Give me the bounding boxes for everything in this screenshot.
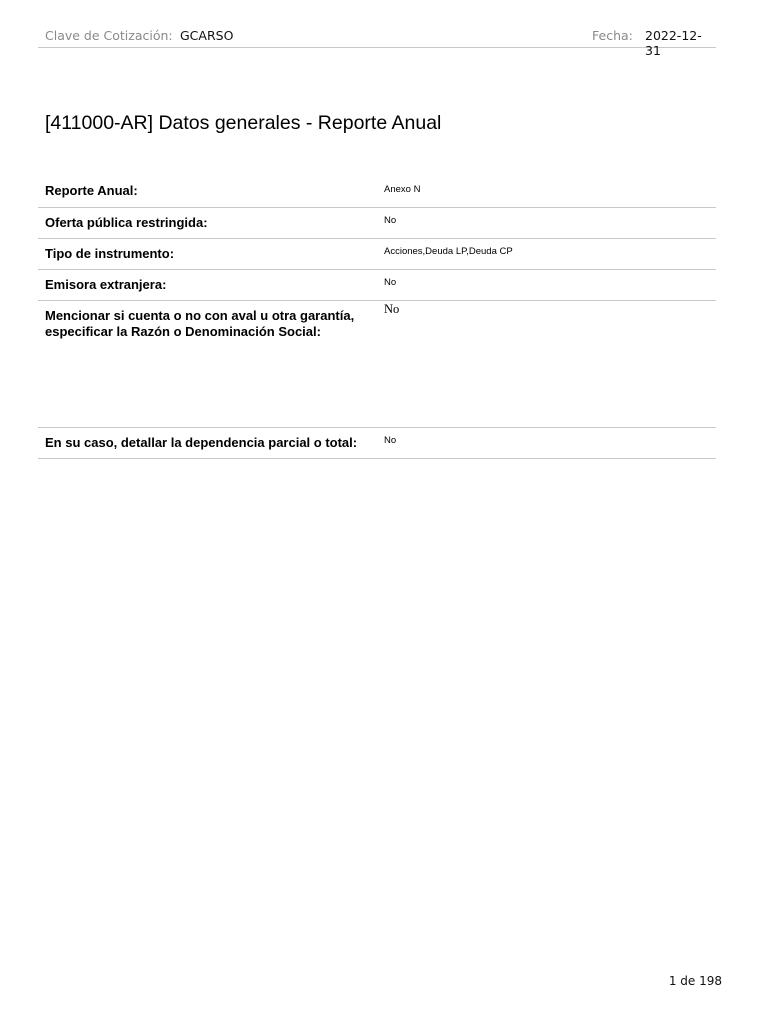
row-label: Oferta pública restringida: [45,215,208,230]
page-header [38,24,716,58]
row-label: En su caso, detallar la dependencia parcial o total: [45,435,358,450]
row-dependencia [38,428,716,459]
row-value: No [384,277,397,288]
row-value: No [384,302,400,316]
row-oferta-publica [38,208,716,239]
row-reporte-anual [38,177,716,208]
fecha-value: 2022-12-31 [645,28,702,58]
row-aval-garantia [38,301,716,428]
clave-value: GCARSO [180,28,234,43]
row-label-line: especificar la Razón o Denominación Social: [45,324,321,339]
row-tipo-instrumento [38,239,716,270]
row-label-line: Mencionar si cuenta o no con aval u otra garantía, [45,308,355,323]
row-value: Anexo N [384,184,421,195]
data-table [38,177,716,459]
fecha-label: Fecha: [592,28,633,43]
row-label: Emisora extranjera: [45,277,167,292]
row-label [45,308,354,340]
row-emisora-extranjera [38,270,716,301]
clave-label: Clave de Cotización: [45,28,173,43]
row-label: Reporte Anual: [45,183,138,198]
row-value: No [384,215,397,226]
row-value: Acciones,Deuda LP,Deuda CP [384,246,513,257]
row-value: No [384,435,397,446]
row-label: Tipo de instrumento: [45,246,175,261]
page-number: 1 de 198 [668,974,722,988]
document-title: [411000-AR] Datos generales - Reporte Anual [45,112,442,134]
